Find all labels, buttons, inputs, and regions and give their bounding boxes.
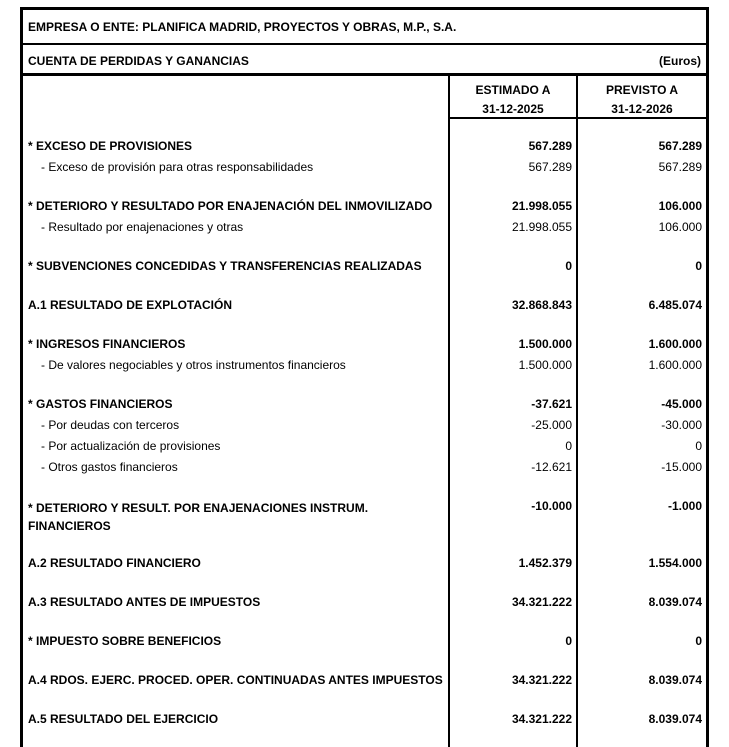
table-row: [23, 499, 706, 533]
table-row: [23, 139, 706, 157]
row-label: - De valores negociables y otros instrumentos financieros: [41, 358, 346, 372]
column-header-line2: 31-12-2025: [482, 102, 544, 116]
table-row: [23, 298, 706, 316]
column-header-previsto: [578, 76, 706, 121]
report-header: [23, 45, 706, 76]
row-label: * SUBVENCIONES CONCEDIDAS Y TRANSFERENCIAS REALIZADAS: [28, 259, 422, 273]
entity-header: [23, 10, 706, 45]
table-row: [23, 199, 706, 217]
document-frame: [20, 7, 709, 747]
row-label: * DETERIORO Y RESULTADO POR ENAJENACIÓN DEL INMOVILIZADO: [28, 199, 433, 213]
row-value-estimado: 21.998.055: [511, 199, 572, 213]
table-row: [23, 358, 706, 376]
row-label: A.1 RESULTADO DE EXPLOTACIÓN: [28, 298, 233, 312]
row-value-previsto: 567.289: [658, 139, 702, 153]
row-value-previsto: 1.600.000: [648, 337, 702, 351]
table-row: [23, 337, 706, 355]
row-value-estimado: 34.321.222: [511, 595, 572, 609]
row-label: * DETERIORO Y RESULT. POR ENAJENACIONES INSTRUM. FINANCIEROS: [28, 501, 369, 533]
table-row: [23, 673, 706, 691]
table-row: [23, 220, 706, 238]
column-header-line1: PREVISTO A: [605, 83, 679, 97]
table-row: [23, 460, 706, 478]
row-value-estimado: 0: [565, 439, 572, 453]
row-value-previsto: -1.000: [667, 499, 702, 513]
table-row: [23, 259, 706, 277]
row-value-estimado: 0: [565, 259, 572, 273]
entity-name: EMPRESA O ENTE: PLANIFICA MADRID, PROYECTOS Y OBRAS, M.P., S.A.: [28, 20, 457, 34]
row-value-estimado: 567.289: [528, 139, 572, 153]
report-title: CUENTA DE PERDIDAS Y GANANCIAS: [28, 54, 249, 68]
row-value-previsto: 0: [695, 634, 702, 648]
column-header-line1: ESTIMADO A: [475, 83, 551, 97]
row-value-previsto: 0: [695, 259, 702, 273]
row-value-previsto: -30.000: [661, 418, 702, 432]
row-value-previsto: 8.039.074: [648, 673, 702, 687]
row-label: - Por deudas con terceros: [41, 418, 180, 432]
row-value-previsto: -15.000: [661, 460, 702, 474]
row-value-previsto: 8.039.074: [648, 595, 702, 609]
row-label: - Exceso de provisión para otras responsabilidades: [41, 160, 314, 174]
row-value-estimado: 1.500.000: [518, 337, 572, 351]
table-row: [23, 160, 706, 178]
table-row: [23, 595, 706, 613]
row-value-estimado: 34.321.222: [511, 673, 572, 687]
row-label: A.2 RESULTADO FINANCIERO: [28, 556, 201, 570]
row-value-previsto: 1.600.000: [648, 358, 702, 372]
column-header-line2: 31-12-2026: [611, 102, 673, 116]
table-row: [23, 439, 706, 457]
row-value-estimado: 567.289: [528, 160, 572, 174]
row-label: * INGRESOS FINANCIEROS: [28, 337, 186, 351]
row-value-previsto: 8.039.074: [648, 712, 702, 726]
currency-label: (Euros): [659, 54, 701, 68]
row-label: * GASTOS FINANCIEROS: [28, 397, 173, 411]
table-row: [23, 634, 706, 652]
row-value-estimado: -25.000: [531, 418, 572, 432]
row-label: A.3 RESULTADO ANTES DE IMPUESTOS: [28, 595, 261, 609]
row-value-previsto: 567.289: [658, 160, 702, 174]
row-value-estimado: 34.321.222: [511, 712, 572, 726]
row-label: A.5 RESULTADO DEL EJERCICIO: [28, 712, 219, 726]
column-header-estimado: [450, 76, 576, 121]
row-value-estimado: 0: [565, 634, 572, 648]
row-label: A.4 RDOS. EJERC. PROCED. OPER. CONTINUADAS ANTES IMPUESTOS: [28, 673, 443, 687]
row-label: - Otros gastos financieros: [41, 460, 178, 474]
table-row: [23, 712, 706, 730]
row-value-previsto: 106.000: [658, 199, 702, 213]
table-row: [23, 397, 706, 415]
row-value-estimado: 32.868.843: [511, 298, 572, 312]
row-value-previsto: 1.554.000: [648, 556, 702, 570]
row-label: - Resultado por enajenaciones y otras: [41, 220, 244, 234]
row-value-estimado: -37.621: [531, 397, 572, 411]
column-header-rule: [450, 117, 706, 119]
row-label: * EXCESO DE PROVISIONES: [28, 139, 193, 153]
row-value-previsto: 0: [695, 439, 702, 453]
row-label: * IMPUESTO SOBRE BENEFICIOS: [28, 634, 222, 648]
row-value-estimado: -10.000: [531, 499, 572, 513]
row-value-estimado: -12.621: [531, 460, 572, 474]
row-value-estimado: 21.998.055: [511, 220, 572, 234]
row-value-estimado: 1.500.000: [518, 358, 572, 372]
row-value-estimado: 1.452.379: [518, 556, 572, 570]
row-label: - Por actualización de provisiones: [41, 439, 221, 453]
row-value-previsto: 106.000: [658, 220, 702, 234]
table-row: [23, 418, 706, 436]
row-value-previsto: 6.485.074: [648, 298, 702, 312]
row-value-previsto: -45.000: [661, 397, 702, 411]
table-row: [23, 556, 706, 574]
